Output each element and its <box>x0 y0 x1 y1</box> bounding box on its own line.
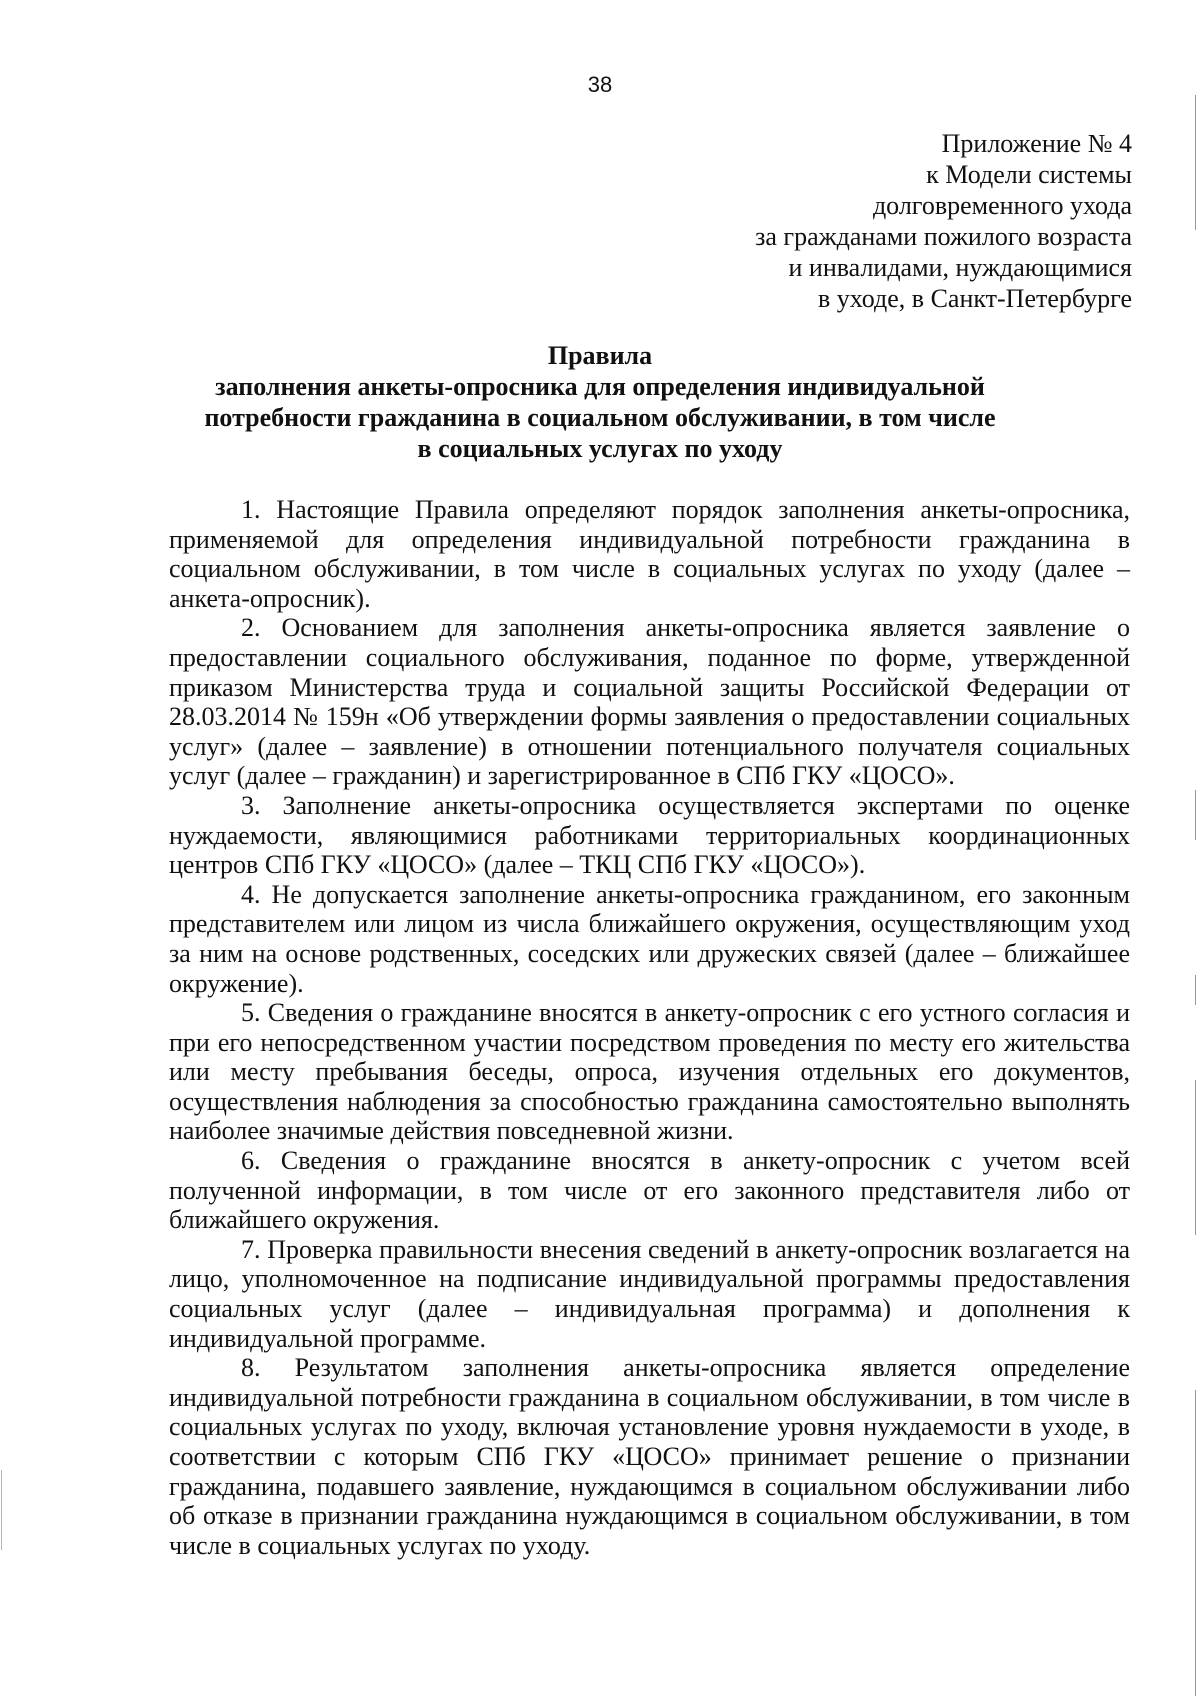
annex-line: за гражданами пожилого возраста <box>755 222 1132 251</box>
title-heading: Правила <box>547 341 653 370</box>
scan-left-marks <box>0 0 6 1696</box>
paragraph-1: 1. Настоящие Правила определяют порядок заполнения анкеты-опросника, применяемой для определения индивидуальной потребности гражданина в социальном обслуживании, в том числе в социальных услугах по уходу (далее – анкета-опросник). <box>169 495 1130 613</box>
scan-mark <box>1195 1390 1196 1696</box>
title-subheading-line: потребности гражданина в социальном обслуживании, в том числе <box>204 403 996 432</box>
scan-mark <box>1195 790 1196 840</box>
scan-mark <box>1195 95 1196 230</box>
title-subheading-line: в социальных услугах по уходу <box>417 434 783 463</box>
scan-mark <box>1195 1080 1196 1235</box>
scan-mark <box>1 1470 2 1550</box>
paragraph-2: 2. Основанием для заполнения анкеты-опросника является заявление о предоставлении социального обслуживания, поданное по форме, утвержденной приказом Министерства труда и социальной защиты Российской Федерации от 28.03.2014 № 159н «Об утверждении формы заявления о предоставлении социальных услуг» (далее – заявление) в отношении потенциального получателя социальных услуг (далее – гражданин) и зарегистрированное в СПб ГКУ «ЦОСО». <box>169 613 1130 791</box>
scan-mark <box>1195 975 1196 1005</box>
page-number: 38 <box>587 72 613 97</box>
annex-line: и инвалидами, нуждающимися <box>788 253 1132 282</box>
paragraph-4: 4. Не допускается заполнение анкеты-опросника гражданином, его законным представителем или лицом из числа ближайшего окружения, осуществляющим уход за ним на основе родственных, соседских или дружеских связей (далее – ближайшее окружение). <box>169 879 1130 998</box>
paragraph-5: 5. Сведения о гражданине вносятся в анкету-опросник с его устного согласия и при его непосредственном участии посредством проведения по месту его жительства или месту пребывания беседы, опроса, изучения отдельных его документов, осуществления наблюдения за способностью гражданина самостоятельно выполнять наиболее значимые действия повседневной жизни. <box>169 998 1130 1146</box>
document-body <box>169 495 1130 1560</box>
document-title <box>150 340 1050 464</box>
title-subheading-line: заполнения анкеты-опросника для определения индивидуальной <box>215 372 985 401</box>
annex-line: долговременного ухода <box>872 191 1132 220</box>
annex-line: к Модели системы <box>926 160 1132 189</box>
scan-edge-marks <box>1186 0 1200 1696</box>
paragraph-6: 6. Сведения о гражданине вносятся в анкету-опросник с учетом всей полученной информации, в том числе от его законного представителя либо от ближайшего окружения. <box>169 1146 1130 1235</box>
paragraph-3: 3. Заполнение анкеты-опросника осуществляется экспертами по оценке нуждаемости, являющимися работниками территориальных координационных центров СПб ГКУ «ЦОСО» (далее – ТКЦ СПб ГКУ «ЦОСО»). <box>169 790 1130 880</box>
paragraph-7: 7. Проверка правильности внесения сведений в анкету-опросник возлагается на лицо, уполномоченное на подписание индивидуальной программы предоставления социальных услуг (далее – индивидуальная программа) и дополнения к индивидуальной программе. <box>169 1234 1130 1353</box>
annex-line: Приложение № 4 <box>941 129 1132 158</box>
paragraph-8: 8. Результатом заполнения анкеты-опросника является определение индивидуальной потребности гражданина в социальном обслуживании, в том числе в социальных услугах по уходу, включая установление уровня нуждаемости в уходе, в соответствии с которым СПб ГКУ «ЦОСО» принимает решение о признании гражданина, подавшего заявление, нуждающимся в социальном обслуживании либо об отказе в признании гражданина нуждающимся в социальном обслуживании, в том числе в социальных услугах по уходу. <box>169 1353 1130 1560</box>
annex-line: в уходе, в Санкт-Петербурге <box>817 284 1132 313</box>
annex-header <box>572 128 1132 314</box>
